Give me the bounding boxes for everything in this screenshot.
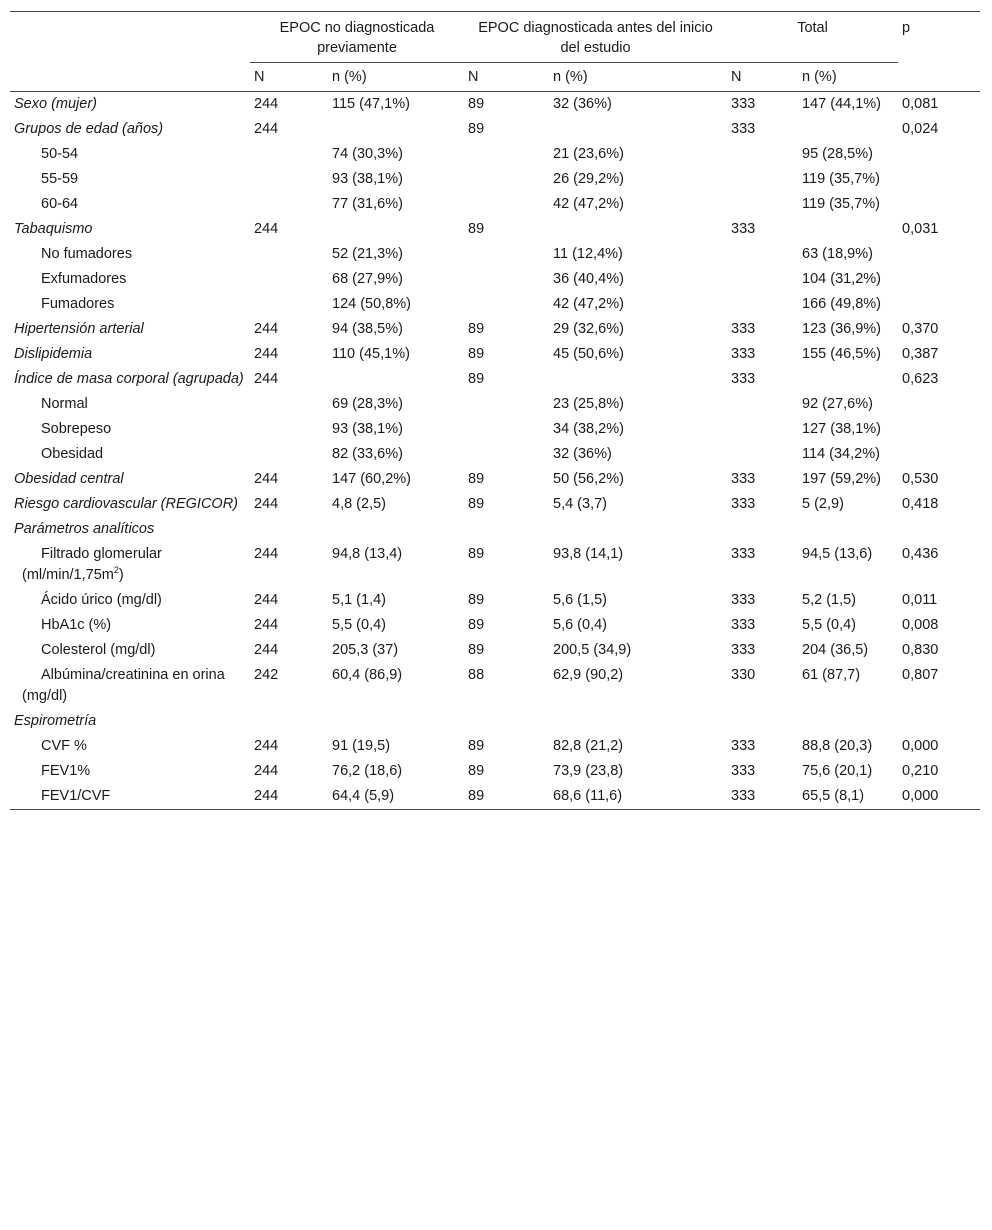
cell-n-total bbox=[727, 292, 798, 317]
subheader-n: N bbox=[727, 63, 798, 92]
cell-p-value bbox=[898, 242, 980, 267]
cell-value-total: 5,5 (0,4) bbox=[802, 617, 857, 633]
cell-value-diagnosed bbox=[549, 367, 727, 392]
table-row bbox=[10, 342, 980, 367]
cell-n-total: 333 bbox=[731, 592, 756, 608]
cell-value-undiagnosed: 60,4 (86,9) bbox=[332, 667, 403, 683]
row-label bbox=[10, 192, 250, 217]
cell-n-undiagnosed: 244 bbox=[254, 346, 279, 362]
cell-p-value: 0,370 bbox=[902, 321, 939, 337]
row-label bbox=[10, 417, 250, 442]
cell-n-total: 333 bbox=[731, 496, 756, 512]
row-label-suffix: ) bbox=[118, 567, 124, 583]
cell-value-undiagnosed: 93 (38,1%) bbox=[332, 171, 403, 187]
cell-value-total bbox=[798, 517, 898, 542]
row-label-text: Sobrepeso bbox=[41, 421, 112, 437]
cell-n-diagnosed: 89 bbox=[468, 121, 485, 137]
cell-n-undiagnosed bbox=[250, 392, 328, 417]
cell-value-undiagnosed: 5,1 (1,4) bbox=[332, 592, 386, 608]
row-label bbox=[10, 759, 250, 784]
cell-value-undiagnosed bbox=[328, 367, 464, 392]
cell-value-total: 95 (28,5%) bbox=[802, 146, 873, 162]
cell-n-total: 333 bbox=[731, 763, 756, 779]
cell-n-undiagnosed: 244 bbox=[254, 763, 279, 779]
cell-n-total: 333 bbox=[731, 321, 756, 337]
row-label-text: Índice de masa corporal (agrupada) bbox=[14, 371, 244, 387]
cell-p-value bbox=[898, 192, 980, 217]
row-label bbox=[10, 317, 250, 342]
cell-n-diagnosed bbox=[464, 709, 549, 734]
cell-n-diagnosed: 89 bbox=[468, 763, 485, 779]
cell-value-diagnosed: 23 (25,8%) bbox=[553, 396, 624, 412]
row-label-text: 50-54 bbox=[41, 146, 79, 162]
row-label bbox=[10, 117, 250, 142]
cell-n-undiagnosed: 244 bbox=[254, 788, 279, 804]
cell-value-diagnosed: 34 (38,2%) bbox=[553, 421, 624, 437]
cell-p-value: 0,436 bbox=[902, 546, 939, 562]
row-label bbox=[10, 342, 250, 367]
cell-value-diagnosed: 42 (47,2%) bbox=[553, 296, 624, 312]
table-row bbox=[10, 117, 980, 142]
cell-value-diagnosed: 5,6 (0,4) bbox=[553, 617, 607, 633]
row-label bbox=[10, 734, 250, 759]
cell-n-diagnosed bbox=[464, 142, 549, 167]
row-label-text: Hipertensión arterial bbox=[14, 321, 144, 337]
cell-n-total bbox=[727, 242, 798, 267]
row-label-text: FEV1/CVF bbox=[41, 788, 111, 804]
cell-p-value bbox=[898, 392, 980, 417]
cell-n-total: 333 bbox=[731, 346, 756, 362]
row-label-text: Riesgo cardiovascular (REGICOR) bbox=[14, 496, 239, 512]
row-label-text: Grupos de edad (años) bbox=[14, 121, 164, 137]
cell-p-value bbox=[898, 442, 980, 467]
row-label bbox=[10, 142, 250, 167]
cell-n-total bbox=[727, 142, 798, 167]
header-empty-cell bbox=[10, 12, 250, 63]
cell-n-diagnosed: 89 bbox=[468, 221, 485, 237]
cell-n-diagnosed: 89 bbox=[468, 617, 485, 633]
row-label bbox=[10, 709, 250, 734]
cell-value-total bbox=[798, 367, 898, 392]
cell-p-value: 0,530 bbox=[902, 471, 939, 487]
cell-value-total: 75,6 (20,1) bbox=[802, 763, 873, 779]
cell-p-value: 0,210 bbox=[902, 763, 939, 779]
cell-p-value: 0,008 bbox=[902, 617, 939, 633]
cell-value-total bbox=[798, 217, 898, 242]
cell-value-diagnosed: 73,9 (23,8) bbox=[553, 763, 624, 779]
sub-header-row bbox=[10, 63, 980, 92]
cell-value-undiagnosed bbox=[328, 217, 464, 242]
cell-p-value bbox=[898, 517, 980, 542]
cell-n-diagnosed bbox=[464, 242, 549, 267]
cell-n-undiagnosed bbox=[250, 517, 328, 542]
cell-value-diagnosed: 50 (56,2%) bbox=[553, 471, 624, 487]
cell-n-undiagnosed bbox=[250, 242, 328, 267]
cell-value-total: 114 (34,2%) bbox=[802, 446, 880, 462]
row-label-text: Colesterol (mg/dl) bbox=[41, 642, 156, 658]
cell-n-diagnosed: 89 bbox=[468, 642, 485, 658]
table-row bbox=[10, 192, 980, 217]
subheader-pct: n (%) bbox=[798, 63, 898, 92]
table-row bbox=[10, 492, 980, 517]
cell-n-total bbox=[727, 192, 798, 217]
row-label bbox=[10, 367, 250, 392]
subheader-n: N bbox=[464, 63, 549, 92]
cell-value-undiagnosed: 147 (60,2%) bbox=[332, 471, 411, 487]
cell-value-undiagnosed: 115 (47,1%) bbox=[332, 96, 410, 112]
table-row bbox=[10, 242, 980, 267]
cell-value-diagnosed: 32 (36%) bbox=[553, 96, 612, 112]
cell-p-value bbox=[898, 709, 980, 734]
cell-value-diagnosed bbox=[549, 117, 727, 142]
cell-value-undiagnosed: 76,2 (18,6) bbox=[332, 763, 403, 779]
cell-value-undiagnosed bbox=[328, 117, 464, 142]
table-row bbox=[10, 709, 980, 734]
table-row bbox=[10, 542, 980, 588]
cell-n-total: 333 bbox=[731, 642, 756, 658]
cell-value-undiagnosed: 94,8 (13,4) bbox=[332, 546, 403, 562]
cell-value-undiagnosed: 64,4 (5,9) bbox=[332, 788, 395, 804]
cell-value-diagnosed: 5,6 (1,5) bbox=[553, 592, 607, 608]
cell-p-value: 0,830 bbox=[902, 642, 939, 658]
row-label-text: Parámetros analíticos bbox=[14, 521, 155, 537]
row-label-text: Obesidad central bbox=[14, 471, 124, 487]
cell-value-total: 5 (2,9) bbox=[802, 496, 844, 512]
table-row bbox=[10, 517, 980, 542]
cell-n-undiagnosed: 244 bbox=[254, 96, 279, 112]
cell-value-undiagnosed: 94 (38,5%) bbox=[332, 321, 403, 337]
cell-n-diagnosed: 89 bbox=[468, 321, 485, 337]
cell-n-diagnosed: 88 bbox=[468, 667, 485, 683]
cell-value-total: 5,2 (1,5) bbox=[802, 592, 857, 608]
table-row bbox=[10, 759, 980, 784]
row-label-text: 60-64 bbox=[41, 196, 79, 212]
subheader-n: N bbox=[250, 63, 328, 92]
cell-value-diagnosed: 36 (40,4%) bbox=[553, 271, 624, 287]
subheader-empty-cell bbox=[10, 63, 250, 92]
cell-n-undiagnosed: 244 bbox=[254, 642, 279, 658]
cell-n-undiagnosed: 244 bbox=[254, 738, 279, 754]
row-label-text: CVF % bbox=[41, 738, 87, 754]
cell-n-total: 333 bbox=[731, 96, 756, 112]
group-header-p: p bbox=[902, 20, 911, 36]
row-label bbox=[10, 588, 250, 613]
row-label-text: Fumadores bbox=[41, 296, 115, 312]
cell-p-value bbox=[898, 267, 980, 292]
table-row bbox=[10, 784, 980, 810]
cell-value-diagnosed: 62,9 (90,2) bbox=[553, 667, 624, 683]
cell-value-diagnosed: 45 (50,6%) bbox=[553, 346, 624, 362]
cell-n-total bbox=[727, 517, 798, 542]
cell-p-value: 0,011 bbox=[902, 592, 938, 608]
cell-value-diagnosed: 42 (47,2%) bbox=[553, 196, 624, 212]
table-row bbox=[10, 217, 980, 242]
table-row bbox=[10, 588, 980, 613]
table-body bbox=[10, 92, 980, 810]
cell-value-total: 104 (31,2%) bbox=[802, 271, 882, 287]
row-label bbox=[10, 167, 250, 192]
cell-value-undiagnosed: 110 (45,1%) bbox=[332, 346, 410, 362]
cell-value-total: 88,8 (20,3) bbox=[802, 738, 873, 754]
row-label bbox=[10, 292, 250, 317]
cell-n-undiagnosed bbox=[250, 709, 328, 734]
row-label bbox=[10, 613, 250, 638]
table-row bbox=[10, 442, 980, 467]
cell-value-undiagnosed: 205,3 (37) bbox=[332, 642, 399, 658]
cell-n-undiagnosed: 244 bbox=[254, 121, 279, 137]
group-header-row bbox=[10, 12, 980, 63]
cell-p-value: 0,000 bbox=[902, 788, 939, 804]
table-row bbox=[10, 142, 980, 167]
row-label bbox=[10, 663, 250, 709]
cell-n-diagnosed bbox=[464, 292, 549, 317]
row-label-text: Albúmina/creatinina en orina (mg/dl) bbox=[22, 667, 225, 704]
cell-value-undiagnosed bbox=[328, 517, 464, 542]
cell-value-diagnosed: 5,4 (3,7) bbox=[553, 496, 607, 512]
results-table bbox=[10, 11, 980, 810]
cell-n-total bbox=[727, 167, 798, 192]
row-label-superscript: 2 bbox=[113, 565, 119, 576]
cell-value-undiagnosed: 124 (50,8%) bbox=[332, 296, 411, 312]
row-label-text: 55-59 bbox=[41, 171, 79, 187]
cell-value-total: 155 (46,5%) bbox=[802, 346, 882, 362]
row-label bbox=[10, 217, 250, 242]
row-label-text: Sexo (mujer) bbox=[14, 96, 97, 112]
table-row bbox=[10, 734, 980, 759]
cell-n-undiagnosed: 244 bbox=[254, 321, 279, 337]
cell-value-undiagnosed: 93 (38,1%) bbox=[332, 421, 403, 437]
table-row bbox=[10, 663, 980, 709]
cell-value-undiagnosed: 68 (27,9%) bbox=[332, 271, 403, 287]
cell-p-value: 0,418 bbox=[902, 496, 939, 512]
cell-n-total: 333 bbox=[731, 617, 756, 633]
cell-n-total bbox=[727, 392, 798, 417]
cell-n-diagnosed bbox=[464, 192, 549, 217]
row-label bbox=[10, 442, 250, 467]
cell-n-undiagnosed: 244 bbox=[254, 221, 279, 237]
row-label bbox=[10, 638, 250, 663]
cell-n-diagnosed bbox=[464, 442, 549, 467]
cell-value-diagnosed: 32 (36%) bbox=[553, 446, 612, 462]
cell-p-value bbox=[898, 417, 980, 442]
cell-n-undiagnosed bbox=[250, 167, 328, 192]
cell-value-undiagnosed: 52 (21,3%) bbox=[332, 246, 403, 262]
cell-n-undiagnosed: 244 bbox=[254, 617, 279, 633]
cell-n-total: 333 bbox=[731, 788, 756, 804]
cell-p-value: 0,807 bbox=[902, 667, 939, 683]
cell-n-undiagnosed: 244 bbox=[254, 592, 279, 608]
cell-value-undiagnosed: 82 (33,6%) bbox=[332, 446, 403, 462]
cell-value-diagnosed: 82,8 (21,2) bbox=[553, 738, 624, 754]
cell-value-diagnosed bbox=[549, 517, 727, 542]
row-label bbox=[10, 242, 250, 267]
cell-n-undiagnosed bbox=[250, 442, 328, 467]
subheader-pct: n (%) bbox=[549, 63, 727, 92]
group-header-undiagnosed: EPOC no diagnosticada previamente bbox=[279, 20, 435, 56]
cell-p-value: 0,000 bbox=[902, 738, 939, 754]
cell-value-diagnosed bbox=[549, 709, 727, 734]
subheader-p-empty bbox=[898, 63, 980, 92]
table-row bbox=[10, 392, 980, 417]
row-label-text: Dislipidemia bbox=[14, 346, 93, 362]
cell-value-diagnosed: 26 (29,2%) bbox=[553, 171, 624, 187]
cell-p-value: 0,031 bbox=[902, 221, 939, 237]
cell-n-total: 333 bbox=[731, 371, 756, 387]
cell-n-undiagnosed bbox=[250, 417, 328, 442]
table-row bbox=[10, 292, 980, 317]
cell-value-total: 94,5 (13,6) bbox=[802, 546, 873, 562]
table-row bbox=[10, 638, 980, 663]
cell-n-diagnosed: 89 bbox=[468, 592, 485, 608]
cell-value-undiagnosed: 74 (30,3%) bbox=[332, 146, 403, 162]
table-row bbox=[10, 417, 980, 442]
cell-value-total: 204 (36,5) bbox=[802, 642, 869, 658]
cell-value-diagnosed: 93,8 (14,1) bbox=[553, 546, 624, 562]
row-label-text: Normal bbox=[41, 396, 88, 412]
row-label-text: Filtrado glomerular (ml/min/1,75m bbox=[22, 546, 162, 583]
row-label bbox=[10, 467, 250, 492]
row-label bbox=[10, 392, 250, 417]
cell-value-diagnosed: 29 (32,6%) bbox=[553, 321, 624, 337]
cell-n-total bbox=[727, 442, 798, 467]
cell-value-total: 119 (35,7%) bbox=[802, 196, 880, 212]
group-header-diagnosed: EPOC diagnosticada antes del inicio del estudio bbox=[478, 20, 713, 56]
cell-value-total: 123 (36,9%) bbox=[802, 321, 882, 337]
cell-n-diagnosed bbox=[464, 267, 549, 292]
cell-value-diagnosed: 200,5 (34,9) bbox=[553, 642, 632, 658]
table-row bbox=[10, 167, 980, 192]
cell-n-undiagnosed bbox=[250, 292, 328, 317]
cell-value-undiagnosed: 69 (28,3%) bbox=[332, 396, 403, 412]
cell-n-diagnosed: 89 bbox=[468, 346, 485, 362]
cell-n-undiagnosed: 244 bbox=[254, 371, 279, 387]
cell-n-diagnosed: 89 bbox=[468, 471, 485, 487]
cell-n-undiagnosed: 244 bbox=[254, 546, 279, 562]
table-row bbox=[10, 613, 980, 638]
cell-value-total: 147 (44,1%) bbox=[802, 96, 882, 112]
cell-n-undiagnosed bbox=[250, 192, 328, 217]
cell-n-diagnosed: 89 bbox=[468, 788, 485, 804]
cell-value-diagnosed: 68,6 (11,6) bbox=[553, 788, 623, 804]
cell-n-diagnosed: 89 bbox=[468, 371, 485, 387]
row-label bbox=[10, 492, 250, 517]
cell-n-undiagnosed: 244 bbox=[254, 496, 279, 512]
table-row bbox=[10, 267, 980, 292]
row-label bbox=[10, 267, 250, 292]
cell-value-total: 197 (59,2%) bbox=[802, 471, 882, 487]
cell-n-diagnosed: 89 bbox=[468, 496, 485, 512]
cell-n-undiagnosed: 242 bbox=[254, 667, 279, 683]
cell-p-value: 0,623 bbox=[902, 371, 939, 387]
table-row bbox=[10, 467, 980, 492]
cell-n-diagnosed: 89 bbox=[468, 546, 485, 562]
cell-p-value bbox=[898, 292, 980, 317]
cell-n-diagnosed: 89 bbox=[468, 738, 485, 754]
cell-value-undiagnosed: 4,8 (2,5) bbox=[332, 496, 386, 512]
cell-p-value: 0,024 bbox=[902, 121, 939, 137]
row-label-text: Ácido úrico (mg/dl) bbox=[41, 592, 162, 608]
cell-value-total: 65,5 (8,1) bbox=[802, 788, 865, 804]
row-label-text: Obesidad bbox=[41, 446, 104, 462]
cell-n-undiagnosed: 244 bbox=[254, 471, 279, 487]
cell-n-total bbox=[727, 267, 798, 292]
row-label bbox=[10, 92, 250, 118]
row-label-text: HbA1c (%) bbox=[41, 617, 112, 633]
table-header bbox=[10, 12, 980, 92]
row-label-text: Exfumadores bbox=[41, 271, 127, 287]
cell-value-undiagnosed: 5,5 (0,4) bbox=[332, 617, 386, 633]
cell-n-diagnosed bbox=[464, 392, 549, 417]
cell-n-total: 333 bbox=[731, 738, 756, 754]
row-label-text: FEV1% bbox=[41, 763, 91, 779]
cell-n-diagnosed bbox=[464, 167, 549, 192]
cell-n-total: 330 bbox=[731, 667, 756, 683]
group-header-total: Total bbox=[797, 20, 828, 36]
cell-value-diagnosed: 11 (12,4%) bbox=[553, 246, 623, 262]
table-row bbox=[10, 367, 980, 392]
cell-p-value: 0,387 bbox=[902, 346, 939, 362]
cell-value-total bbox=[798, 709, 898, 734]
cell-n-total: 333 bbox=[731, 471, 756, 487]
cell-n-total: 333 bbox=[731, 221, 756, 237]
cell-value-undiagnosed: 77 (31,6%) bbox=[332, 196, 403, 212]
cell-value-undiagnosed: 91 (19,5) bbox=[332, 738, 391, 754]
cell-value-total bbox=[798, 117, 898, 142]
row-label bbox=[10, 542, 250, 588]
cell-value-total: 92 (27,6%) bbox=[802, 396, 873, 412]
subheader-pct: n (%) bbox=[328, 63, 464, 92]
cell-p-value bbox=[898, 142, 980, 167]
cell-value-total: 119 (35,7%) bbox=[802, 171, 880, 187]
cell-value-undiagnosed bbox=[328, 709, 464, 734]
cell-p-value: 0,081 bbox=[902, 96, 939, 112]
row-label bbox=[10, 784, 250, 810]
cell-p-value bbox=[898, 167, 980, 192]
row-label bbox=[10, 517, 250, 542]
row-label-text: Tabaquismo bbox=[14, 221, 93, 237]
cell-n-undiagnosed bbox=[250, 267, 328, 292]
cell-value-total: 127 (38,1%) bbox=[802, 421, 882, 437]
cell-n-diagnosed bbox=[464, 417, 549, 442]
cell-value-total: 166 (49,8%) bbox=[802, 296, 882, 312]
cell-n-total bbox=[727, 709, 798, 734]
table-row bbox=[10, 92, 980, 118]
cell-value-diagnosed: 21 (23,6%) bbox=[553, 146, 624, 162]
cell-value-diagnosed bbox=[549, 217, 727, 242]
cell-n-total bbox=[727, 417, 798, 442]
row-label-text: Espirometría bbox=[14, 713, 97, 729]
cell-n-diagnosed bbox=[464, 517, 549, 542]
cell-value-total: 63 (18,9%) bbox=[802, 246, 873, 262]
cell-n-total: 333 bbox=[731, 546, 756, 562]
table-row bbox=[10, 317, 980, 342]
cell-n-diagnosed: 89 bbox=[468, 96, 485, 112]
row-label-text: No fumadores bbox=[41, 246, 133, 262]
cell-value-total: 61 (87,7) bbox=[802, 667, 861, 683]
cell-n-total: 333 bbox=[731, 121, 756, 137]
cell-n-undiagnosed bbox=[250, 142, 328, 167]
